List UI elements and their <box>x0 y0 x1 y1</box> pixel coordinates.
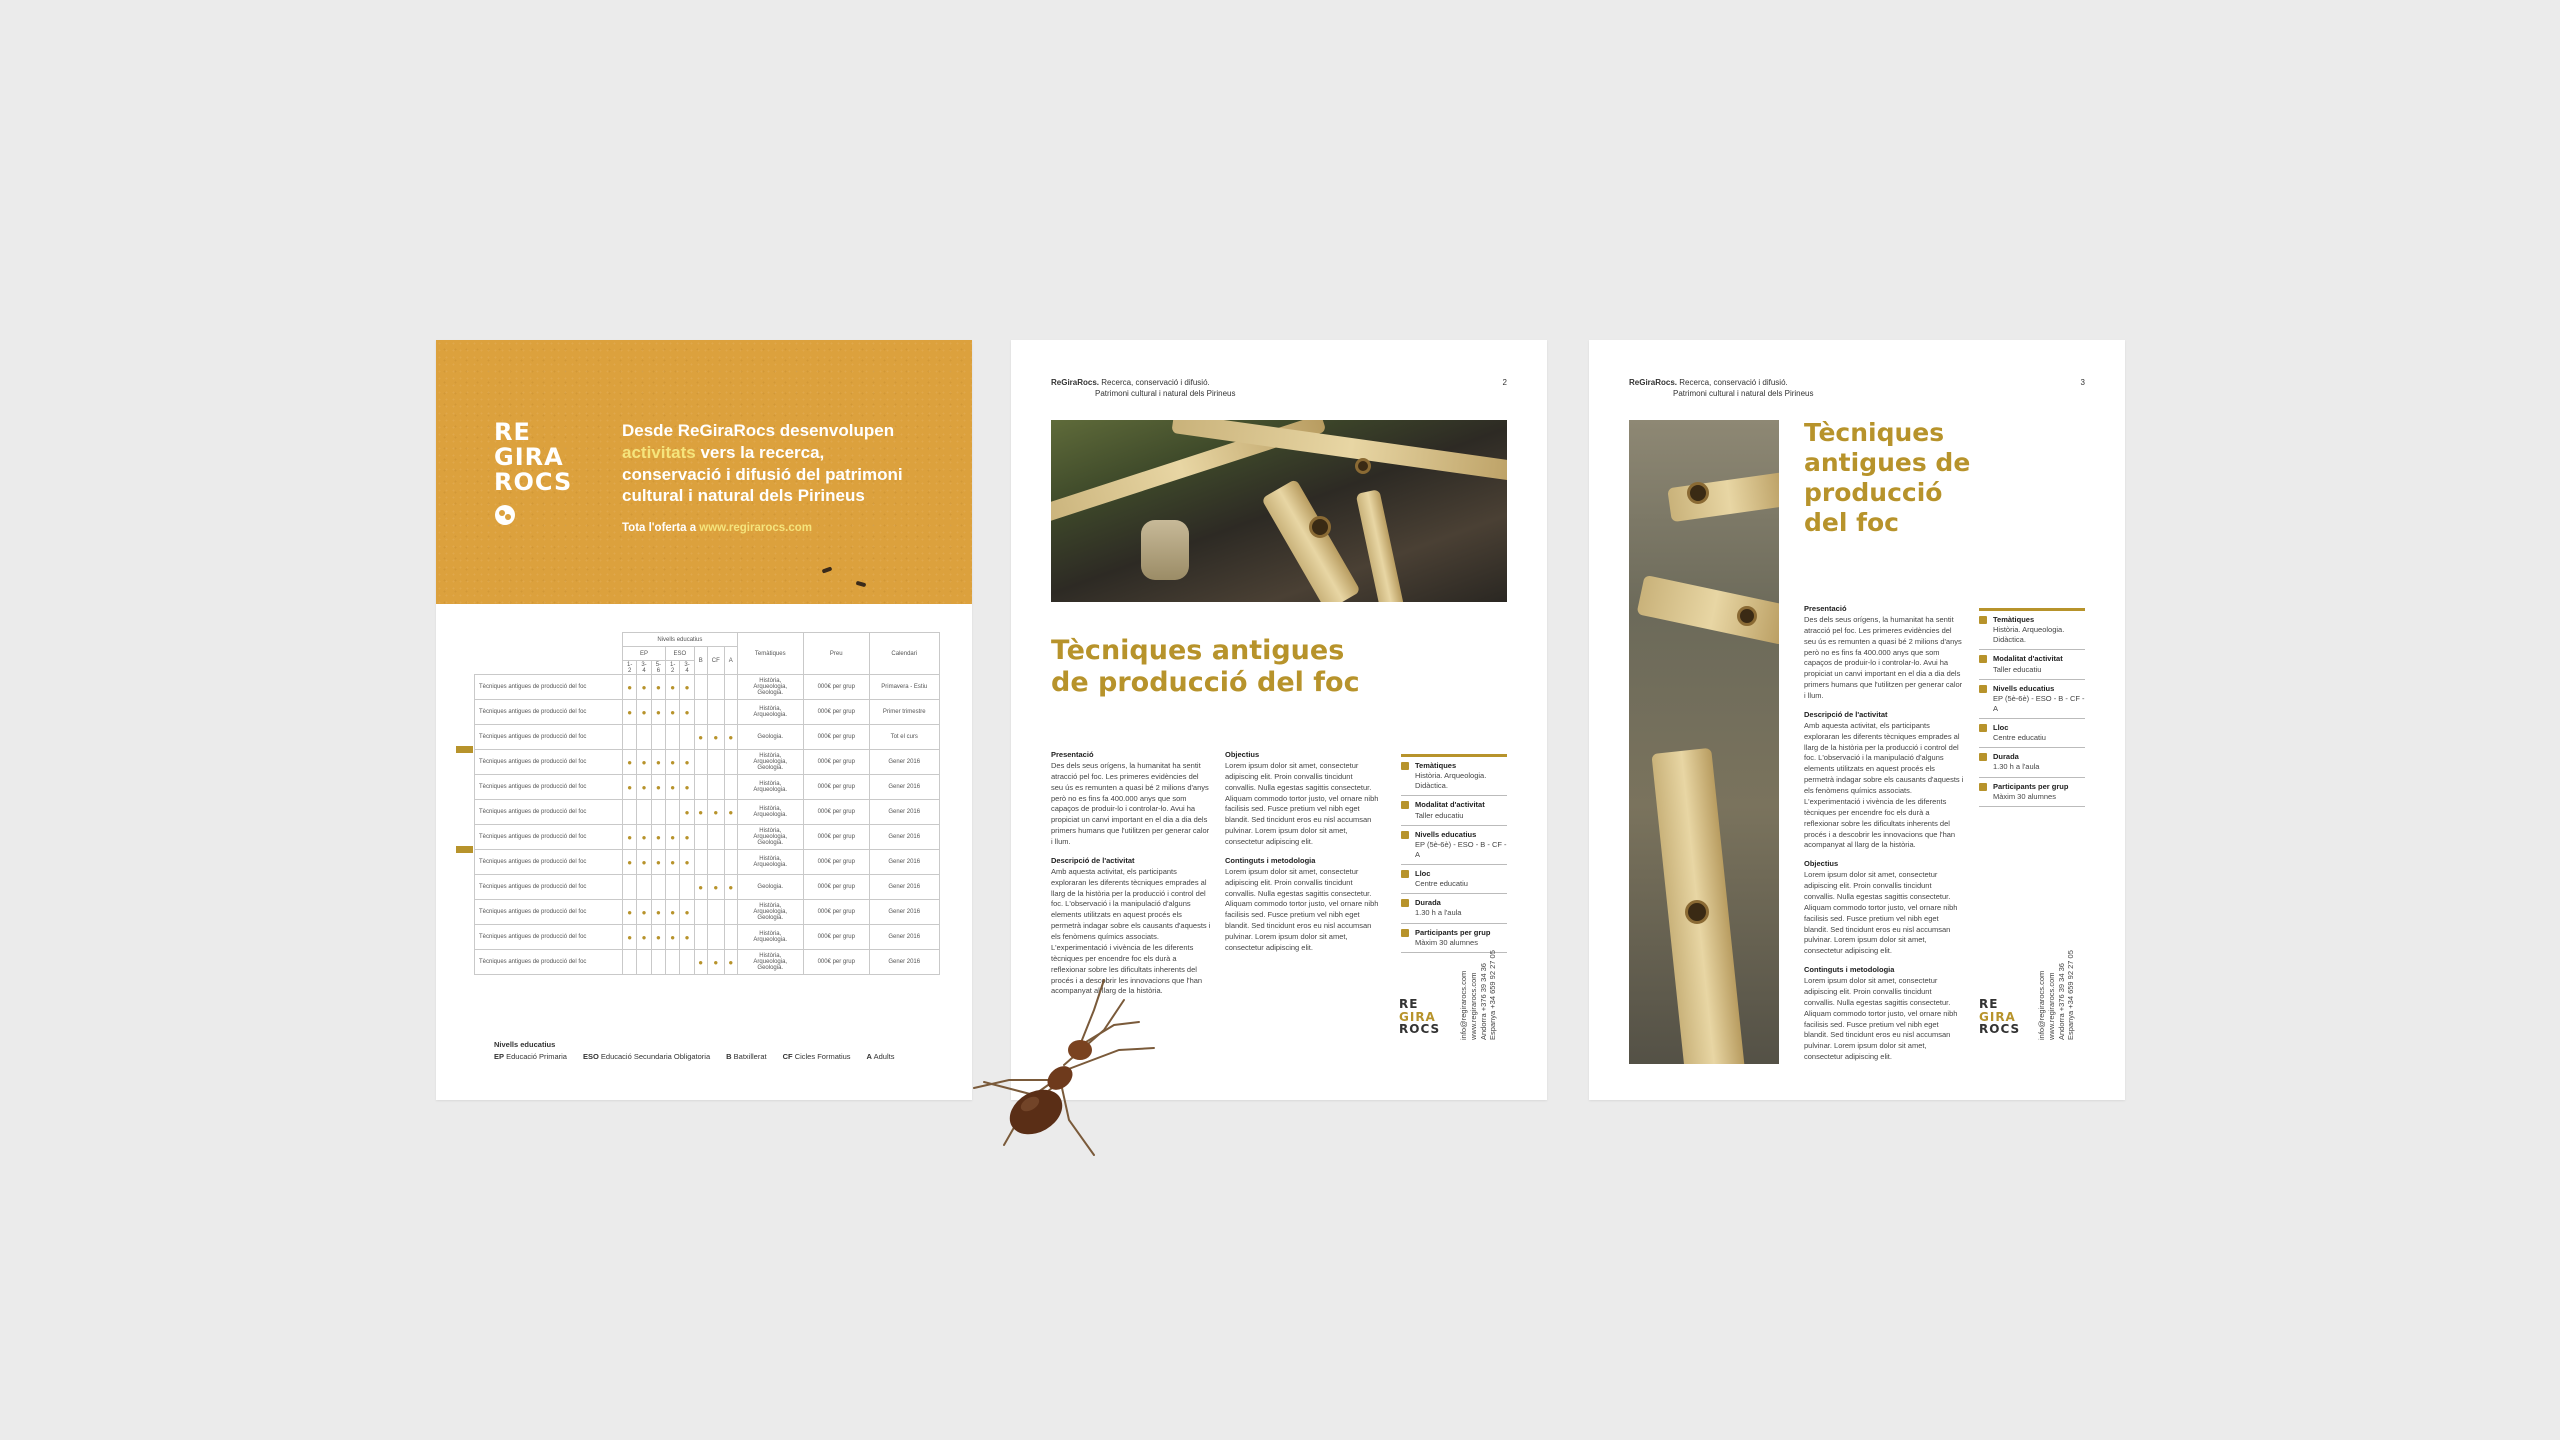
level-cell <box>651 875 665 900</box>
legend: Nivells educatius EP Educació Primaria ESO Educació Secundaria Obligatoria B Batxillerat CF Cicles Formatius A Adults <box>494 1040 910 1061</box>
level-cell: ● <box>651 900 665 925</box>
level-cell: ● <box>623 750 637 775</box>
detail-item: Temàtiques Història. Arqueologia. Didàctica. <box>1401 757 1507 796</box>
activity-name: Tècniques antigues de producció del foc <box>475 850 623 875</box>
tematiques-cell: Història, Arqueologia, Geologia. <box>737 825 803 850</box>
detail-item: Temàtiques Història. Arqueologia. Didàctica. <box>1979 611 2085 650</box>
level-cell: ● <box>707 875 724 900</box>
legend-item: B Batxillerat <box>726 1052 767 1061</box>
level-cell <box>651 725 665 750</box>
preu-cell: 000€ per grup <box>803 675 869 700</box>
ochre-banner <box>436 340 972 604</box>
level-cell <box>724 700 737 725</box>
level-cell: ● <box>680 850 694 875</box>
detail-icon <box>1401 762 1409 770</box>
detail-item: Durada 1.30 h a l'aula <box>1979 748 2085 777</box>
detail-item: Participants per grup Màxim 30 alumnes <box>1979 778 2085 807</box>
level-cell <box>694 850 707 875</box>
detail-item: Modalitat d'activitat Taller educatiu <box>1401 796 1507 825</box>
detail-icon <box>1979 753 1987 761</box>
calendari-cell: Gener 2016 <box>869 800 939 825</box>
level-cell <box>666 725 680 750</box>
activity-name: Tècniques antigues de producció del foc <box>475 950 623 975</box>
calendari-cell: Primer trimestre <box>869 700 939 725</box>
level-b: B <box>694 647 707 675</box>
level-eso-1-2: 1-2 <box>666 661 680 675</box>
level-cell: ● <box>637 700 651 725</box>
level-cell: ● <box>651 825 665 850</box>
tematiques-cell: Geologia. <box>737 725 803 750</box>
level-cell: ● <box>666 925 680 950</box>
level-a: A <box>724 647 737 675</box>
level-cell: ● <box>680 925 694 950</box>
activity-name: Tècniques antigues de producció del foc <box>475 700 623 725</box>
level-cell: ● <box>707 800 724 825</box>
table-row <box>475 750 940 775</box>
table-row <box>475 725 940 750</box>
level-cell: ● <box>651 675 665 700</box>
banner-headline: Desde ReGiraRocs desenvolupen activitats vers la recerca, conservació i difusió del patrimoni cultural i natural dels Pirineus <box>622 421 903 506</box>
tematiques-cell: Història, Arqueologia, Geologia. <box>737 900 803 925</box>
level-cell: ● <box>680 775 694 800</box>
activity-name: Tècniques antigues de producció del foc <box>475 800 623 825</box>
detail-item: Participants per grup Màxim 30 alumnes <box>1401 924 1507 953</box>
table-row <box>475 700 940 725</box>
calendari-cell: Gener 2016 <box>869 850 939 875</box>
preu-cell: 000€ per grup <box>803 700 869 725</box>
level-cell: ● <box>680 700 694 725</box>
page-number: 2 <box>1502 378 1507 387</box>
level-cell: ● <box>666 750 680 775</box>
table-row <box>475 850 940 875</box>
level-cell: ● <box>623 900 637 925</box>
regirarocs-logo: RE GIRA ROCS <box>1979 997 2021 1037</box>
calendari-cell: Tot el curs <box>869 725 939 750</box>
level-cell <box>680 950 694 975</box>
level-cell <box>637 800 651 825</box>
level-cell: ● <box>666 775 680 800</box>
tematiques-cell: Història, Arqueologia. <box>737 850 803 875</box>
calendari-cell: Gener 2016 <box>869 750 939 775</box>
objectives-column: Objectius Lorem ipsum dolor sit amet, consectetur adipiscing elit. Proin convallis tincidunt convallis. Nulla egestas sagittis consectetur. Aliquam commodo tortor justo, vel ornare nibh facilisis sed. Fusce pretium vel nibh eget blandit. Sed tincidunt eros eu nisl accumsan pulvinar. Lorem ipsum dolor sit amet, consectetur adipiscing elit. Continguts i metodologia Lorem ipsum dolor sit amet, consectetur adipiscing elit. Proin convallis tincidunt convallis. Nulla egestas sagittis consectetur. Aliquam commodo tortor justo, vel ornare nibh facilisis sed. Fusce pretium vel nibh eget blandit. Sed tincidunt eros eu nisl accumsan pulvinar. Lorem ipsum dolor sit amet, consectetur adipiscing elit. <box>1225 750 1379 952</box>
tematiques-cell: Història, Arqueologia. <box>737 800 803 825</box>
tematiques-cell: Història, Arqueologia. <box>737 775 803 800</box>
catalog-page-1 <box>436 340 972 1100</box>
level-cell <box>666 875 680 900</box>
ep-header: EP <box>623 647 666 661</box>
preu-cell: 000€ per grup <box>803 750 869 775</box>
level-cell <box>694 825 707 850</box>
preu-cell: 000€ per grup <box>803 825 869 850</box>
level-cell <box>707 750 724 775</box>
detail-icon <box>1401 831 1409 839</box>
calendari-cell: Gener 2016 <box>869 950 939 975</box>
level-cell: ● <box>666 700 680 725</box>
level-cell <box>694 700 707 725</box>
tematiques-cell: Història, Arqueologia, Geologia. <box>737 950 803 975</box>
calendari-cell: Gener 2016 <box>869 875 939 900</box>
detail-icon <box>1401 899 1409 907</box>
calendari-cell: Gener 2016 <box>869 925 939 950</box>
level-cell: ● <box>724 875 737 900</box>
level-cell: ● <box>694 725 707 750</box>
preu-cell: 000€ per grup <box>803 775 869 800</box>
level-ep-1-2: 1-2 <box>623 661 637 675</box>
detail-item: Lloc Centre educatiu <box>1401 865 1507 894</box>
preu-cell: 000€ per grup <box>803 950 869 975</box>
ant-illustration-icon <box>954 970 1164 1180</box>
level-cell <box>694 750 707 775</box>
level-cell <box>707 825 724 850</box>
level-cell: ● <box>666 825 680 850</box>
level-cell: ● <box>637 925 651 950</box>
level-cell <box>724 750 737 775</box>
level-cell: ● <box>707 950 724 975</box>
table-row <box>475 800 940 825</box>
detail-icon <box>1979 724 1987 732</box>
detail-icon <box>1401 870 1409 878</box>
detail-icon <box>1979 783 1987 791</box>
level-cell: ● <box>666 850 680 875</box>
activity-details <box>1401 754 1507 953</box>
level-cell: ● <box>637 850 651 875</box>
preu-cell: 000€ per grup <box>803 925 869 950</box>
activity-name: Tècniques antigues de producció del foc <box>475 675 623 700</box>
col-calendari: Calendari <box>869 633 939 675</box>
level-cell <box>694 900 707 925</box>
level-cell <box>623 875 637 900</box>
level-cell <box>707 775 724 800</box>
level-cell <box>694 675 707 700</box>
level-cell: ● <box>724 800 737 825</box>
logo-emblem-icon <box>494 504 516 526</box>
level-cell <box>623 800 637 825</box>
level-eso-3-4: 3-4 <box>680 661 694 675</box>
level-cell: ● <box>623 925 637 950</box>
level-cell: ● <box>637 675 651 700</box>
legend-item: EP Educació Primaria <box>494 1052 567 1061</box>
tematiques-cell: Història, Arqueologia. <box>737 700 803 725</box>
detail-icon <box>1979 655 1987 663</box>
page-number: 3 <box>2080 378 2085 387</box>
level-cell <box>623 725 637 750</box>
activity-name: Tècniques antigues de producció del foc <box>475 925 623 950</box>
table-row <box>475 950 940 975</box>
level-cell <box>637 950 651 975</box>
level-cell: ● <box>707 725 724 750</box>
level-cell: ● <box>623 675 637 700</box>
legend-item: ESO Educació Secundaria Obligatoria <box>582 1052 711 1061</box>
level-cell <box>724 775 737 800</box>
table-row <box>475 825 940 850</box>
level-cf: CF <box>707 647 724 675</box>
running-header: ReGiraRocs. Recerca, conservació i difusió. Patrimoni cultural i natural dels Pirineus <box>1629 378 1814 398</box>
level-cell <box>651 800 665 825</box>
catalog-page-3 <box>1589 340 2125 1100</box>
activity-details <box>1979 608 2085 807</box>
level-cell: ● <box>623 850 637 875</box>
activities-table <box>474 632 940 975</box>
preu-cell: 000€ per grup <box>803 725 869 750</box>
detail-item: Durada 1.30 h a l'aula <box>1401 894 1507 923</box>
level-cell: ● <box>680 750 694 775</box>
activity-name: Tècniques antigues de producció del foc <box>475 900 623 925</box>
level-cell: ● <box>680 675 694 700</box>
calendari-cell: Primavera - Estiu <box>869 675 939 700</box>
level-cell: ● <box>724 950 737 975</box>
level-cell: ● <box>724 725 737 750</box>
activity-title: Tècniques antigues de producció del foc <box>1804 418 1971 537</box>
level-cell <box>707 900 724 925</box>
table-row <box>475 775 940 800</box>
level-cell: ● <box>623 825 637 850</box>
legend-item: A Adults <box>866 1052 895 1061</box>
preu-cell: 000€ per grup <box>803 900 869 925</box>
level-ep-3-4: 3-4 <box>637 661 651 675</box>
tematiques-cell: Història, Arqueologia, Geologia. <box>737 750 803 775</box>
detail-item: Lloc Centre educatiu <box>1979 719 2085 748</box>
tematiques-cell: Geologia. <box>737 875 803 900</box>
level-cell: ● <box>651 850 665 875</box>
col-preu: Preu <box>803 633 869 675</box>
level-cell <box>680 725 694 750</box>
detail-icon <box>1401 801 1409 809</box>
level-cell <box>637 875 651 900</box>
level-cell: ● <box>623 700 637 725</box>
row-tag <box>456 746 473 753</box>
tematiques-cell: Història, Arqueologia. <box>737 925 803 950</box>
level-cell: ● <box>666 900 680 925</box>
level-cell: ● <box>637 825 651 850</box>
activity-title: Tècniques antigues de producció del foc <box>1051 635 1360 699</box>
activity-name: Tècniques antigues de producció del foc <box>475 875 623 900</box>
level-cell <box>680 875 694 900</box>
level-cell <box>707 675 724 700</box>
detail-icon <box>1401 929 1409 937</box>
contact-info: info@regirarocs.com www.regirarocs.com Andorra +376 39 34 36 Espanya +34 659 92 27 05 <box>2037 950 2076 1040</box>
legend-item: CF Cicles Formatius <box>782 1052 851 1061</box>
activity-name: Tècniques antigues de producció del foc <box>475 775 623 800</box>
level-cell: ● <box>651 775 665 800</box>
level-cell: ● <box>637 775 651 800</box>
contact-info: info@regirarocs.com www.regirarocs.com Andorra +376 39 34 36 Espanya +34 659 92 27 05 <box>1459 950 1498 1040</box>
detail-item: Nivells educatius EP (5è-6è) - ESO - B - CF - A <box>1979 680 2085 719</box>
level-cell: ● <box>666 675 680 700</box>
level-cell: ● <box>651 700 665 725</box>
table-row <box>475 925 940 950</box>
level-cell: ● <box>694 950 707 975</box>
running-header: ReGiraRocs. Recerca, conservació i difusió. Patrimoni cultural i natural dels Pirineus <box>1051 378 1236 398</box>
small-ant-icon <box>856 581 867 587</box>
level-cell <box>666 950 680 975</box>
level-cell <box>724 900 737 925</box>
detail-icon <box>1979 616 1987 624</box>
level-cell <box>724 825 737 850</box>
fire-drill-photo-vertical <box>1629 420 1779 1064</box>
preu-cell: 000€ per grup <box>803 850 869 875</box>
level-cell: ● <box>680 900 694 925</box>
row-tag <box>456 846 473 853</box>
level-cell <box>694 925 707 950</box>
level-cell <box>694 775 707 800</box>
offer-link[interactable]: Tota l'oferta a www.regirarocs.com <box>622 522 812 534</box>
presentation-column: Presentació Des dels seus orígens, la humanitat ha sentit atracció pel foc. Les primeres evidències del seu ús es remunten a quasi bé 2 milions d'anys però no es fins fa 400.000 anys que som capaços de produir-lo i controlar-lo. Avui ha propiciat un canvi important en el dia a dia dels primers humans que l'utilitzen per generar calor i llum. Descripció de l'activitat Amb aquesta activitat, els participants exploraran les diferents tècniques emprades al llarg de la història per la producció i control del foc. L'observació i la manipulació d'alguns elements utilitzats en aquest procés els permetrà indagar sobre els causants d'aquests i els fenòmens químics associats. L'experimentació i vivència de les diferents tècniques per encendre foc els durà a reflexionar sobre les dificultats inherents del procés i a descobrir les innovacions que l'han acompanyat al llarg de la història. <box>1051 750 1211 996</box>
regirarocs-logo: RE GIRA ROCS <box>1399 997 1441 1037</box>
levels-header: Nivells educatius <box>623 633 738 647</box>
level-cell <box>724 675 737 700</box>
level-ep-5-6: 5-6 <box>651 661 665 675</box>
tematiques-cell: Història, Arqueologia, Geologia. <box>737 675 803 700</box>
table-row <box>475 875 940 900</box>
level-cell <box>724 925 737 950</box>
level-cell <box>623 950 637 975</box>
level-cell: ● <box>637 900 651 925</box>
preu-cell: 000€ per grup <box>803 800 869 825</box>
calendari-cell: Gener 2016 <box>869 900 939 925</box>
level-cell: ● <box>680 825 694 850</box>
level-cell: ● <box>651 925 665 950</box>
small-ant-icon <box>822 566 833 573</box>
detail-item: Modalitat d'activitat Taller educatiu <box>1979 650 2085 679</box>
level-cell: ● <box>694 875 707 900</box>
level-cell: ● <box>651 750 665 775</box>
fire-drill-photo <box>1051 420 1507 602</box>
preu-cell: 000€ per grup <box>803 875 869 900</box>
detail-icon <box>1979 685 1987 693</box>
activity-name: Tècniques antigues de producció del foc <box>475 725 623 750</box>
level-cell <box>651 950 665 975</box>
regirarocs-logo: RE GIRA ROCS <box>494 420 572 531</box>
table-row <box>475 900 940 925</box>
level-cell: ● <box>637 750 651 775</box>
calendari-cell: Gener 2016 <box>869 775 939 800</box>
detail-item: Nivells educatius EP (5è-6è) - ESO - B - CF - A <box>1401 826 1507 865</box>
level-cell <box>707 700 724 725</box>
level-cell: ● <box>680 800 694 825</box>
eso-header: ESO <box>666 647 695 661</box>
table-row <box>475 675 940 700</box>
level-cell <box>666 800 680 825</box>
calendari-cell: Gener 2016 <box>869 825 939 850</box>
activity-name: Tècniques antigues de producció del foc <box>475 825 623 850</box>
level-cell: ● <box>623 775 637 800</box>
level-cell <box>637 725 651 750</box>
level-cell <box>707 850 724 875</box>
level-cell <box>724 850 737 875</box>
level-cell: ● <box>694 800 707 825</box>
level-cell <box>707 925 724 950</box>
description-column: Presentació Des dels seus orígens, la humanitat ha sentit atracció pel foc. Les primeres evidències del seu ús es remunten a quasi bé 2 milions d'anys però no es fins fa 400.000 anys que som capaços de produir-lo i controlar-lo. Avui ha propiciat un canvi important en el dia a dia dels primers humans que l'utilitzen per generar calor i llum. Descripció de l'activitat Amb aquesta activitat, els participants exploraran les diferents tècniques emprades al llarg de la història per la producció i control del foc. L'observació i la manipulació d'alguns elements utilitzats en aquest procés els permetrà indagar sobre els causants d'aquests i els fenòmens químics associats. L'experimentació i vivència de les diferents tècniques per encendre foc els durà a reflexionar sobre les dificultats inherents del procés i a descobrir les innovacions que l'han acompanyat al llarg de la història. Objectius Lorem ipsum dolor sit amet, consectetur adipiscing elit. Proin convallis tincidunt convallis. Nulla egestas sagittis consectetur. Aliquam commodo tortor justo, vel ornare nibh facilisis sed. Fusce pretium vel nibh eget blandit. Sed tincidunt eros eu nisl accumsan pulvinar. Lorem ipsum dolor sit amet, consectetur adipiscing elit. Continguts i metodologia Lorem ipsum dolor sit amet, consectetur adipiscing elit. Proin convallis tincidunt convallis. Nulla egestas sagittis consectetur. Aliquam commodo tortor justo, vel ornare nibh facilisis sed. Fusce pretium vel nibh eget blandit. Sed tincidunt eros eu nisl accumsan pulvinar. Lorem ipsum dolor sit amet, consectetur adipiscing elit. <box>1804 604 1964 1062</box>
activity-name: Tècniques antigues de producció del foc <box>475 750 623 775</box>
col-tematiques: Temàtiques <box>737 633 803 675</box>
